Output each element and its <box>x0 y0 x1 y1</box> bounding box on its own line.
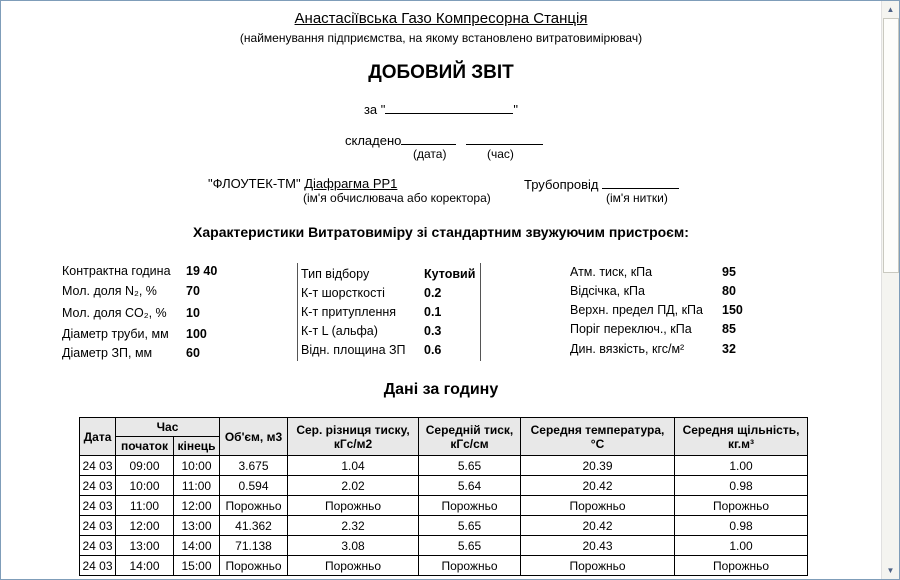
cell-temperature: 20.42 <box>521 476 675 496</box>
param-value: 100 <box>186 327 207 341</box>
cell-volume: 41.362 <box>220 516 288 536</box>
date-blank <box>385 101 513 114</box>
param-value: 0.2 <box>424 286 442 300</box>
param-value: 0.1 <box>424 305 442 319</box>
device-line <box>208 176 397 191</box>
param-value: 60 <box>186 346 200 360</box>
cell-end: 12:00 <box>174 496 220 516</box>
cell-diff-pressure: Порожньо <box>288 556 419 576</box>
device-name: Діафрагма PP1 <box>304 176 398 191</box>
cell-diff-pressure: 2.32 <box>288 516 419 536</box>
table-row <box>80 516 808 536</box>
table-row <box>80 456 808 476</box>
param-label: Відсічка, кПа <box>570 284 645 298</box>
cell-date: 24 03 <box>80 556 116 576</box>
compiled-date-blank <box>401 132 456 145</box>
col-header-diff-pressure: Сер. різниця тиску, кГс/м2 <box>288 418 419 456</box>
param-value: 0.6 <box>424 343 442 357</box>
param-label: Контрактна година <box>62 264 171 278</box>
param-label: Мол. доля CO₂, % <box>62 306 167 320</box>
cell-volume: Порожньо <box>220 496 288 516</box>
station-note: (найменування підприємства, на якому встановлено витратовимірювач) <box>239 31 643 45</box>
param-value: 95 <box>722 265 736 279</box>
cell-start: 13:00 <box>116 536 174 556</box>
arrow-up-icon[interactable]: ▲ <box>882 1 899 18</box>
cell-temperature: 20.43 <box>521 536 675 556</box>
cell-density: 1.00 <box>675 536 808 556</box>
col-header-pressure: Середній тиск, кГс/см <box>419 418 521 456</box>
param-label: Верхн. предел ПД, кПа <box>570 303 703 317</box>
cell-density: 1.00 <box>675 456 808 476</box>
cell-volume: 0.594 <box>220 476 288 496</box>
col-header-volume: Об'єм, м3 <box>220 418 288 456</box>
param-label: Дин. вязкість, кгс/м² <box>570 342 685 356</box>
za-prefix: за " <box>363 102 386 117</box>
param-label: Атм. тиск, кПа <box>570 265 653 279</box>
cell-volume: 71.138 <box>220 536 288 556</box>
cell-diff-pressure: 1.04 <box>288 456 419 476</box>
col-header-date: Дата <box>80 418 116 456</box>
cell-date: 24 03 <box>80 536 116 556</box>
cell-start: 12:00 <box>116 516 174 536</box>
report-date-line <box>1 101 881 117</box>
report-title: ДОБОВИЙ ЗВІТ <box>368 62 514 83</box>
cell-date: 24 03 <box>80 476 116 496</box>
cell-density: 0.98 <box>675 516 808 536</box>
cell-pressure: 5.65 <box>419 516 521 536</box>
param-label: Поріг переключ., кПа <box>570 322 692 336</box>
cell-density: 0.98 <box>675 476 808 496</box>
cell-end: 14:00 <box>174 536 220 556</box>
params-divider-right <box>480 263 481 361</box>
cell-end: 15:00 <box>174 556 220 576</box>
hourly-table <box>79 417 808 576</box>
param-value: Кутовий <box>424 267 476 281</box>
param-value: 150 <box>722 303 743 317</box>
cell-volume: 3.675 <box>220 456 288 476</box>
cell-pressure: 5.65 <box>419 536 521 556</box>
param-value: 70 <box>186 284 200 298</box>
col-header-density: Середня щільність, кг.м³ <box>675 418 808 456</box>
param-label: Тип відбору <box>301 267 370 281</box>
cell-start: 11:00 <box>116 496 174 516</box>
col-header-time: Час <box>116 418 220 437</box>
param-label: К-т L (альфа) <box>301 324 378 338</box>
cell-start: 09:00 <box>116 456 174 476</box>
col-header-temperature: Середня температура, °C <box>521 418 675 456</box>
cell-diff-pressure: 3.08 <box>288 536 419 556</box>
col-header-start: початок <box>116 437 174 456</box>
table-row <box>80 536 808 556</box>
compiled-line <box>345 132 543 148</box>
za-suffix: " <box>513 102 519 117</box>
cell-diff-pressure: 2.02 <box>288 476 419 496</box>
param-label: Відн. площина ЗП <box>301 343 406 357</box>
cell-pressure: Порожньо <box>419 556 521 576</box>
table-row <box>80 476 808 496</box>
param-value: 10 <box>186 306 200 320</box>
cell-temperature: 20.39 <box>521 456 675 476</box>
cell-pressure: 5.65 <box>419 456 521 476</box>
param-label: Мол. доля N₂, % <box>62 284 157 298</box>
param-value: 32 <box>722 342 736 356</box>
param-value: 80 <box>722 284 736 298</box>
cell-date: 24 03 <box>80 516 116 536</box>
param-label: К-т притуплення <box>301 305 397 319</box>
cell-density: Порожньо <box>675 556 808 576</box>
arrow-down-icon[interactable]: ▼ <box>882 562 899 579</box>
pipe-label: Трубопровід <box>524 177 599 192</box>
section-title: Характеристики Витратовиміру зі стандартним звужуючим пристроєм: <box>193 224 689 240</box>
cell-pressure: Порожньо <box>419 496 521 516</box>
table-row <box>80 496 808 516</box>
param-label: Діаметр труби, мм <box>62 327 169 341</box>
cell-temperature: Порожньо <box>521 556 675 576</box>
cell-end: 13:00 <box>174 516 220 536</box>
cell-start: 14:00 <box>116 556 174 576</box>
pipe-caption: (ім'я нитки) <box>606 191 668 205</box>
cell-date: 24 03 <box>80 496 116 516</box>
cell-diff-pressure: Порожньо <box>288 496 419 516</box>
device-caption: (ім'я обчислювача або коректора) <box>303 191 491 205</box>
param-label: Діаметр ЗП, мм <box>62 346 153 360</box>
cell-volume: Порожньо <box>220 556 288 576</box>
col-header-end: кінець <box>174 437 220 456</box>
station-name: Анастасіївська Газо Компресорна Станція <box>294 10 588 27</box>
compiled-label: складено <box>345 133 402 148</box>
device-prefix: "ФЛОУТЕК-ТМ" <box>208 176 301 191</box>
vertical-scrollbar[interactable] <box>881 1 899 579</box>
params-divider-left <box>297 263 298 361</box>
hourly-title: Дані за годину <box>383 381 499 398</box>
pipe-line <box>524 176 679 192</box>
compiled-time-blank <box>466 132 543 145</box>
cell-end: 11:00 <box>174 476 220 496</box>
cell-date: 24 03 <box>80 456 116 476</box>
param-value: 85 <box>722 322 736 336</box>
cell-temperature: Порожньо <box>521 496 675 516</box>
hourly-table-body <box>80 456 808 576</box>
report-document <box>1 1 881 579</box>
cell-density: Порожньо <box>675 496 808 516</box>
scrollbar-thumb[interactable] <box>883 18 899 273</box>
cell-end: 10:00 <box>174 456 220 476</box>
pipe-blank <box>602 176 679 189</box>
date-caption: (дата) <box>413 147 447 161</box>
time-caption: (час) <box>487 147 514 161</box>
param-value: 19 40 <box>186 264 218 278</box>
param-label: К-т шорсткості <box>301 286 385 300</box>
cell-start: 10:00 <box>116 476 174 496</box>
param-value: 0.3 <box>424 324 442 338</box>
cell-pressure: 5.64 <box>419 476 521 496</box>
cell-temperature: 20.42 <box>521 516 675 536</box>
table-row <box>80 556 808 576</box>
